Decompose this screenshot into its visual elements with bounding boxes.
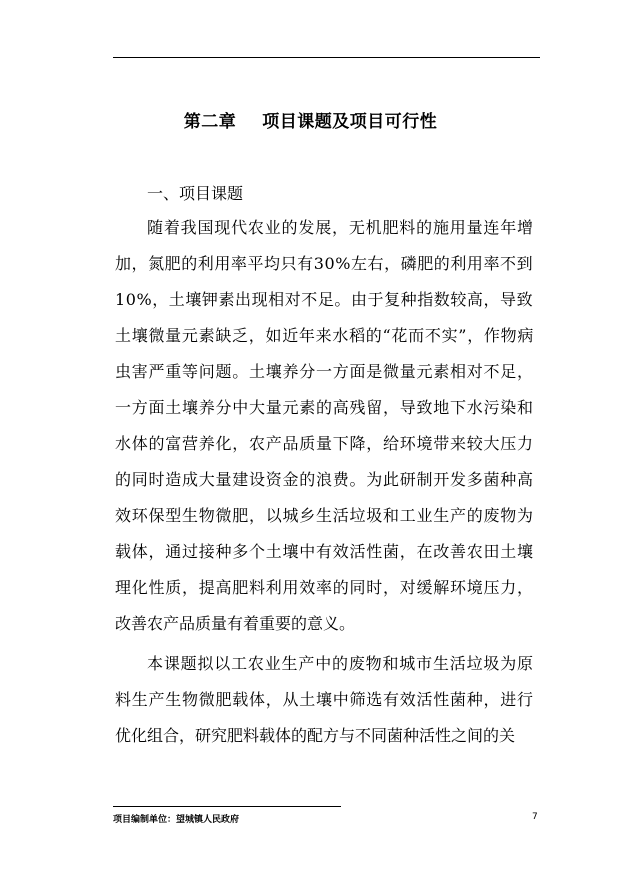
paragraph-2-line-1: 本课题拟以工农业生产中的废物和城市生活垃圾为原 [147, 654, 534, 673]
paragraph-1-line-1: 随着我国现代农业的发展，无机肥料的施用量连年增 [147, 218, 534, 237]
paragraph-1-line-9: 效环保型生物微肥，以城乡生活垃圾和工业生产的废物为 [115, 506, 534, 525]
paragraph-1-line-11: 理化性质，提高肥料利用效率的同时，对缓解环境压力， [115, 578, 534, 597]
paragraph-1-line-10: 载体，通过接种多个土壤中有效活性菌，在改善农田土壤 [115, 542, 534, 561]
paragraph-2-line-2: 料生产生物微肥载体，从土壤中筛选有效活性菌种，进行 [115, 690, 534, 709]
footer-rule [113, 806, 341, 807]
header-rule [113, 57, 540, 58]
paragraph-1-line-5: 虫害严重等问题。土壤养分一方面是微量元素相对不足， [115, 362, 534, 381]
chapter-title-text: 项目课题及项目可行性 [262, 112, 438, 132]
paragraph-1-line-3: 10%，土壤钾素出现相对不足。由于复种指数较高，导致 [115, 290, 534, 309]
section-heading: 一、项目课题 [147, 184, 244, 203]
paragraph-1-line-4: 土壤微量元素缺乏，如近年来水稻的“花而不实”，作物病 [115, 326, 535, 345]
paragraph-1-line-12: 改善农产品质量有着重要的意义。 [115, 614, 356, 633]
footer-organization: 项目编制单位：望城镇人民政府 [113, 815, 240, 825]
chapter-title [0, 107, 621, 132]
paragraph-1-line-7: 水体的富营养化，农产品质量下降，给环境带来较大压力 [115, 434, 534, 453]
paragraph-1-line-2: 加，氮肥的利用率平均只有30%左右，磷肥的利用率不到 [115, 254, 534, 273]
paragraph-1-line-6: 一方面土壤养分中大量元素的高残留，导致地下水污染和 [115, 398, 534, 417]
chapter-number: 第二章 [183, 112, 237, 132]
paragraph-2-line-3: 优化组合，研究肥料载体的配方与不同菌种活性之间的关 [115, 726, 516, 745]
paragraph-1-line-8: 的同时造成大量建设资金的浪费。为此研制开发多菌种高 [115, 470, 534, 489]
page-number: 7 [532, 812, 538, 822]
